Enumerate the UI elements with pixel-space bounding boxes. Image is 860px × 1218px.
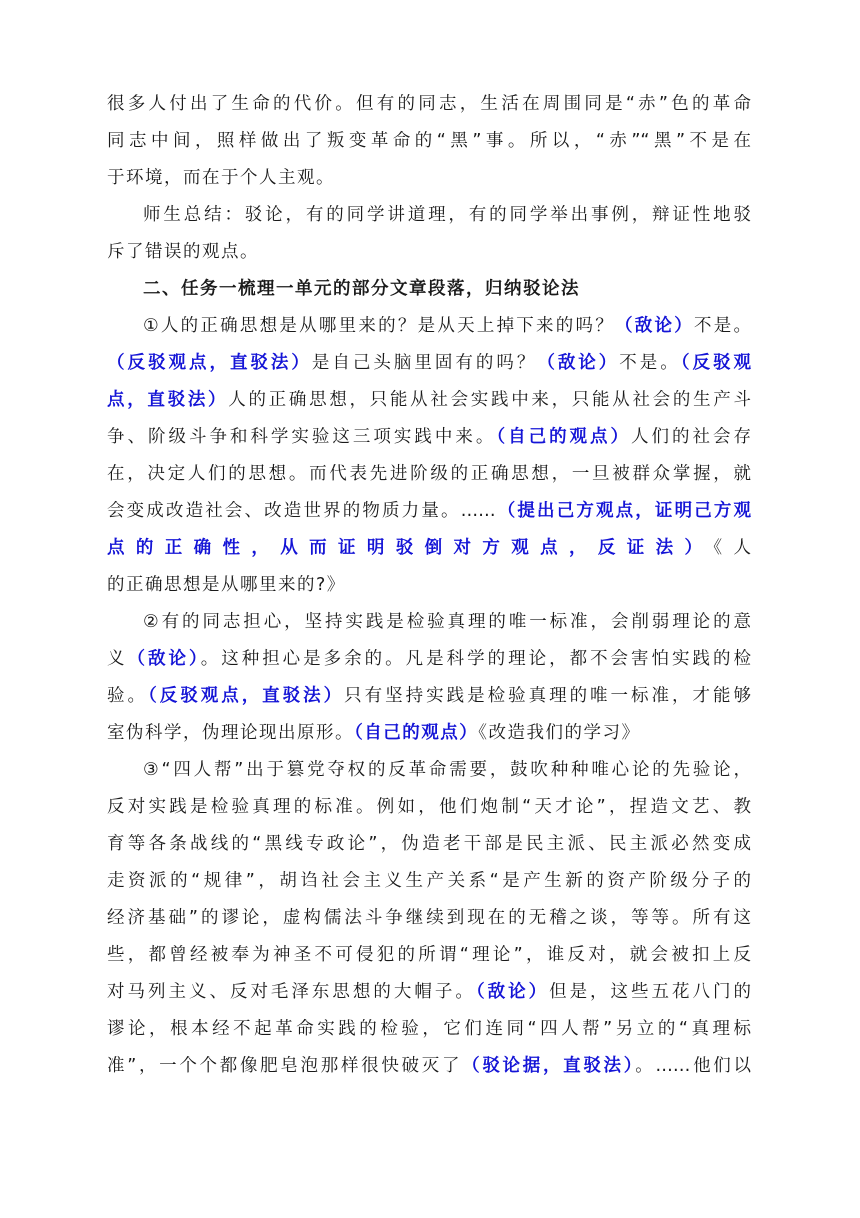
text-line (107, 530, 751, 567)
text-line (107, 641, 751, 678)
heading-text: 二、任务一梳理一单元的部分文章段落，归纳驳论法 (143, 279, 580, 299)
text-run: 对马列主义、反对毛泽东思想的大帽子。 (107, 982, 476, 1002)
annotation: （自己的观点） (354, 723, 479, 743)
annotation: （反驳观 (680, 353, 751, 373)
text-run: 不是。 (694, 316, 751, 336)
annotation: （敌论） (127, 649, 201, 669)
text-run: 育等各条战线的“黑线专政论”，伪造老干部是民主派、民主派必然变成 (107, 834, 751, 854)
annotation: （自己的观点） (496, 427, 632, 447)
text-run: 谬论，根本经不起革命实践的检验，它们连同“四人帮”另立的“真理标 (107, 1019, 751, 1039)
annotation: 点的正确性，从而证明驳倒对方观点，反证法） (107, 538, 714, 558)
text-run: 。……他们以 (635, 1056, 751, 1076)
text-line (107, 789, 751, 826)
annotation: （敌论） (615, 316, 695, 336)
text-line (107, 752, 751, 789)
annotation: （反驳观点，直驳法） (107, 353, 312, 373)
text-run: 。这种担心是多余的。凡是科学的理论，都不会害怕实践的检 (200, 649, 751, 669)
annotation: （敌论） (537, 353, 620, 373)
text-line (107, 456, 751, 493)
text-line (107, 715, 751, 752)
text-line (107, 567, 751, 604)
text-line (107, 826, 751, 863)
text-run: 很多人付出了生命的代价。但有的同志，生活在周围同是“赤”色的革命 (107, 94, 751, 114)
section-heading (107, 271, 751, 308)
text-run: 斥了错误的观点。 (107, 242, 259, 262)
text-run: 《人 (713, 538, 751, 558)
text-run: 人们的社会存 (631, 427, 751, 447)
annotation: （反驳观点，直驳法） (147, 686, 345, 706)
text-line (107, 382, 751, 419)
text-line (107, 345, 751, 382)
text-line (107, 234, 751, 271)
text-line (107, 974, 751, 1011)
text-run: 验。 (107, 686, 148, 706)
document-body (107, 86, 751, 1085)
text-run: ①人的正确思想是从哪里来的？是从天上掉下来的吗？ (143, 316, 616, 336)
text-run: 义 (107, 649, 128, 669)
text-line (107, 308, 751, 345)
text-run: 同志中间，照样做出了叛变革命的“黑”事。所以，“赤”“黑”不是在 (107, 131, 751, 151)
text-line (107, 863, 751, 900)
text-line (107, 1011, 751, 1048)
text-line (107, 678, 751, 715)
annotation: 点，直驳法） (107, 390, 229, 410)
text-run: 会变成改造社会、改造世界的物质力量。…… (107, 501, 496, 521)
annotation: （敌论） (475, 982, 550, 1002)
text-line (107, 160, 751, 197)
text-line (107, 493, 751, 530)
text-run: 但是，这些五花八门的 (549, 982, 751, 1002)
text-line (107, 86, 751, 123)
text-run: 人的正确思想，只能从社会实践中来，只能从社会的生产斗 (228, 390, 751, 410)
text-run: 的正确思想是从哪里来的?》 (107, 575, 346, 595)
text-run: 于环境，而在于个人主观。 (107, 168, 335, 188)
text-run: 只有坚持实践是检验真理的唯一标准，才能够 (344, 686, 751, 706)
text-run: 准”，一个个都像肥皂泡那样很快破灭了 (107, 1056, 463, 1076)
text-run: 争、阶级斗争和科学实验这三项实践中来。 (107, 427, 497, 447)
text-line (107, 604, 751, 641)
text-run: 些，都曾经被奉为神圣不可侵犯的所谓“理论”，谁反对，就会被扣上反 (107, 945, 751, 965)
text-run: 反对实践是检验真理的标准。例如，他们炮制“天才论”，捏造文艺、教 (107, 797, 751, 817)
text-run: 不是。 (619, 353, 681, 373)
annotation: （驳论据，直驳法） (462, 1056, 636, 1076)
text-run: 走资派的“规律”，胡诌社会主义生产关系“是产生新的资产阶级分子的 (107, 871, 751, 891)
text-run: 经济基础”的谬论，虚构儒法斗争继续到现在的无稽之谈，等等。所有这 (107, 908, 751, 928)
text-run: 在，决定人们的思想。而代表先进阶级的正确思想，一旦被群众掌握，就 (107, 464, 751, 484)
text-run: ②有的同志担心，坚持实践是检验真理的唯一标准，会削弱理论的意 (143, 612, 751, 632)
annotation: （提出己方观点，证明己方观 (495, 501, 751, 521)
text-run: 《改造我们的学习》 (478, 723, 641, 743)
text-line (107, 1048, 751, 1085)
text-line (107, 123, 751, 160)
text-run: ③“四人帮”出于篡党夺权的反革命需要，鼓吹种种唯心论的先验论， (143, 760, 751, 780)
text-line (107, 900, 751, 937)
text-run: 室伪科学，伪理论现出原形。 (107, 723, 354, 743)
text-run: 师生总结：驳论，有的同学讲道理，有的同学举出事例，辩证性地驳 (143, 205, 751, 225)
text-line (107, 937, 751, 974)
text-run: 是自己头脑里固有的吗？ (311, 353, 538, 373)
text-line (107, 197, 751, 234)
text-line (107, 419, 751, 456)
